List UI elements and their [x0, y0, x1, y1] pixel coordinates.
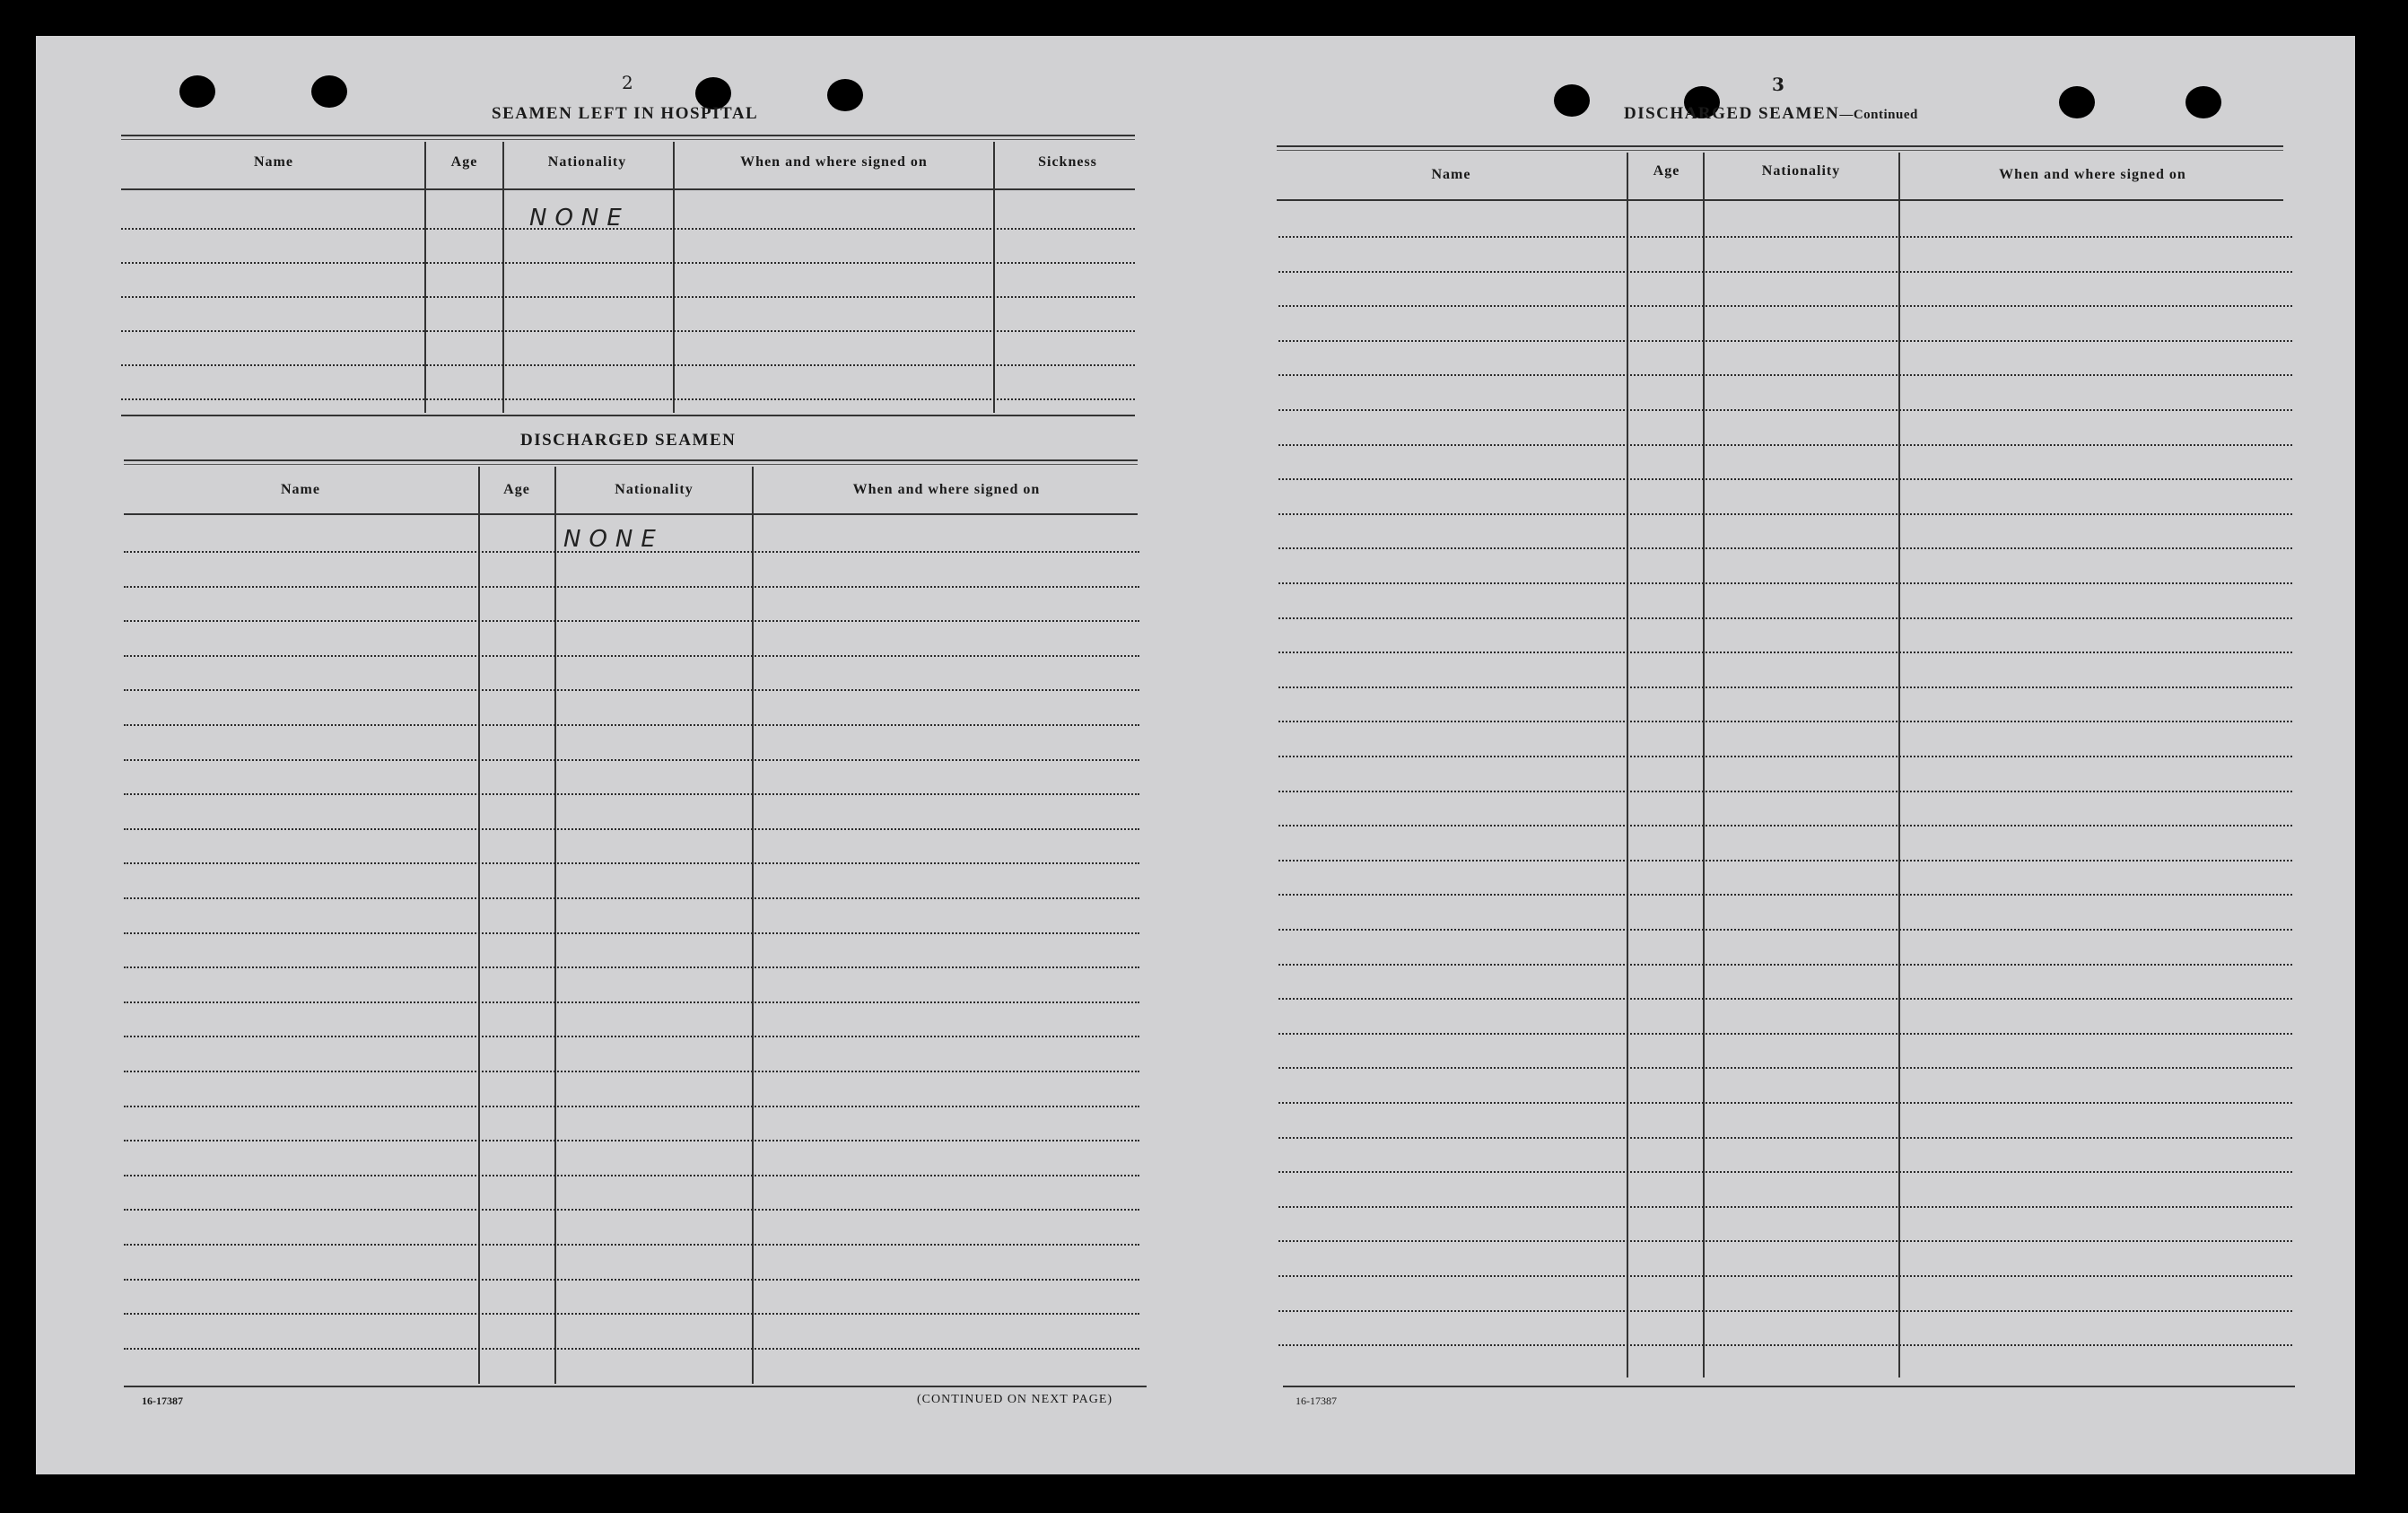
table-row: [1278, 721, 2292, 722]
table-row: [121, 228, 1135, 230]
column-divider: [1627, 153, 1628, 1377]
column-header-nationality: Nationality: [615, 482, 694, 497]
table-row: [1278, 478, 2292, 480]
table-row: [121, 262, 1135, 264]
table-row: [124, 828, 1139, 830]
table-row: [124, 1106, 1139, 1107]
form-number: 16-17387: [142, 1395, 183, 1407]
table-row: [124, 1071, 1139, 1072]
divider: [121, 415, 1135, 416]
table-row: [124, 1175, 1139, 1176]
table-row: [1278, 687, 2292, 688]
table-row: [1278, 1275, 2292, 1277]
column-divider: [752, 467, 754, 1384]
table-row: [1278, 1171, 2292, 1173]
table-row: [1278, 547, 2292, 549]
table-row: [121, 364, 1135, 366]
table-row: [1278, 652, 2292, 653]
table-row: [1278, 1240, 2292, 1242]
table-row: [1278, 1033, 2292, 1035]
table-row: [124, 724, 1139, 726]
page-number: 2: [622, 72, 633, 93]
column-divider: [673, 142, 675, 413]
table-row: [124, 1001, 1139, 1003]
table-row: [124, 620, 1139, 622]
column-header-nationality: Nationality: [547, 154, 627, 170]
title-suffix: —Continued: [1839, 108, 1918, 122]
punch-hole: [311, 75, 347, 108]
column-divider: [478, 467, 480, 1384]
column-divider: [1703, 153, 1705, 1377]
table-row: [1278, 825, 2292, 826]
table-row: [124, 655, 1139, 657]
table-row: [1278, 756, 2292, 757]
column-header-name: Name: [1431, 167, 1471, 182]
column-header-age: Age: [503, 482, 530, 497]
header-rule: [124, 513, 1138, 515]
table-row: [124, 1209, 1139, 1211]
table-row: [1278, 305, 2292, 307]
divider: [1277, 145, 2283, 151]
discharged-section-title: DISCHARGED SEAMEN: [520, 431, 737, 450]
continued-note: (CONTINUED ON NEXT PAGE): [917, 1393, 1113, 1406]
table-row: [1278, 582, 2292, 584]
header-rule: [121, 188, 1135, 190]
divider: [124, 459, 1138, 465]
table-row: [124, 1140, 1139, 1141]
table-row: [124, 862, 1139, 864]
column-divider: [1898, 153, 1900, 1377]
table-row: [1278, 894, 2292, 896]
table-row: [1278, 513, 2292, 515]
form-number: 16-17387: [1296, 1395, 1337, 1407]
divider: [121, 135, 1135, 140]
table-row: [124, 793, 1139, 795]
hospital-section-title: SEAMEN LEFT IN HOSPITAL: [492, 104, 759, 123]
column-header-name: Name: [254, 154, 293, 170]
table-row: [124, 586, 1139, 588]
table-row: [124, 759, 1139, 761]
table-row: [1278, 1102, 2292, 1104]
column-header-nationality: Nationality: [1761, 163, 1841, 179]
punch-hole: [2186, 86, 2221, 118]
column-header-age: Age: [450, 154, 478, 170]
header-rule: [1277, 199, 2283, 201]
title-text: DISCHARGED SEAMEN: [1624, 104, 1840, 123]
column-divider: [993, 142, 995, 413]
table-row: [1278, 1344, 2292, 1346]
table-row: [1278, 1137, 2292, 1139]
table-row: [1278, 236, 2292, 238]
table-row: [1278, 617, 2292, 619]
table-row: [124, 1279, 1139, 1281]
table-row: [1278, 271, 2292, 273]
table-row: [1278, 1310, 2292, 1312]
table-row: [1278, 964, 2292, 966]
table-row: [124, 1244, 1139, 1246]
column-header-age: Age: [1653, 163, 1680, 179]
table-row: [1278, 860, 2292, 861]
table-row: [1278, 929, 2292, 931]
column-divider: [424, 142, 426, 413]
punch-hole: [827, 79, 863, 111]
table-row: [124, 1036, 1139, 1037]
column-header-name: Name: [281, 482, 320, 497]
column-header-sickness: Sickness: [1038, 154, 1097, 170]
table-row: [124, 551, 1139, 553]
footer-rule: [1283, 1386, 2295, 1387]
table-row: [1278, 340, 2292, 342]
punch-hole: [179, 75, 215, 108]
discharged-entry-handwritten: NONE: [563, 526, 664, 553]
table-row: [1278, 998, 2292, 1000]
column-divider: [502, 142, 504, 413]
table-row: [124, 897, 1139, 899]
table-row: [1278, 374, 2292, 376]
table-row: [1278, 409, 2292, 411]
table-row: [1278, 1067, 2292, 1069]
column-header-signed-on: When and where signed on: [852, 482, 1041, 497]
column-divider: [554, 467, 556, 1384]
table-row: [1278, 791, 2292, 792]
table-row: [121, 296, 1135, 298]
table-row: [1278, 1206, 2292, 1208]
discharged-continued-title: [1624, 104, 1918, 124]
table-row: [124, 1313, 1139, 1315]
punch-hole: [2059, 86, 2095, 118]
column-header-signed-on: When and where signed on: [1999, 167, 2186, 182]
table-row: [124, 932, 1139, 934]
table-row: [121, 398, 1135, 400]
table-row: [124, 1348, 1139, 1350]
table-row: [121, 330, 1135, 332]
page-number: 3: [1772, 74, 1784, 95]
column-header-signed-on: When and where signed on: [740, 154, 928, 170]
footer-rule: [124, 1386, 1147, 1387]
table-row: [124, 966, 1139, 968]
hospital-entry-handwritten: NONE: [529, 205, 630, 232]
table-row: [124, 689, 1139, 691]
table-row: [1278, 444, 2292, 446]
punch-hole: [1554, 84, 1590, 117]
